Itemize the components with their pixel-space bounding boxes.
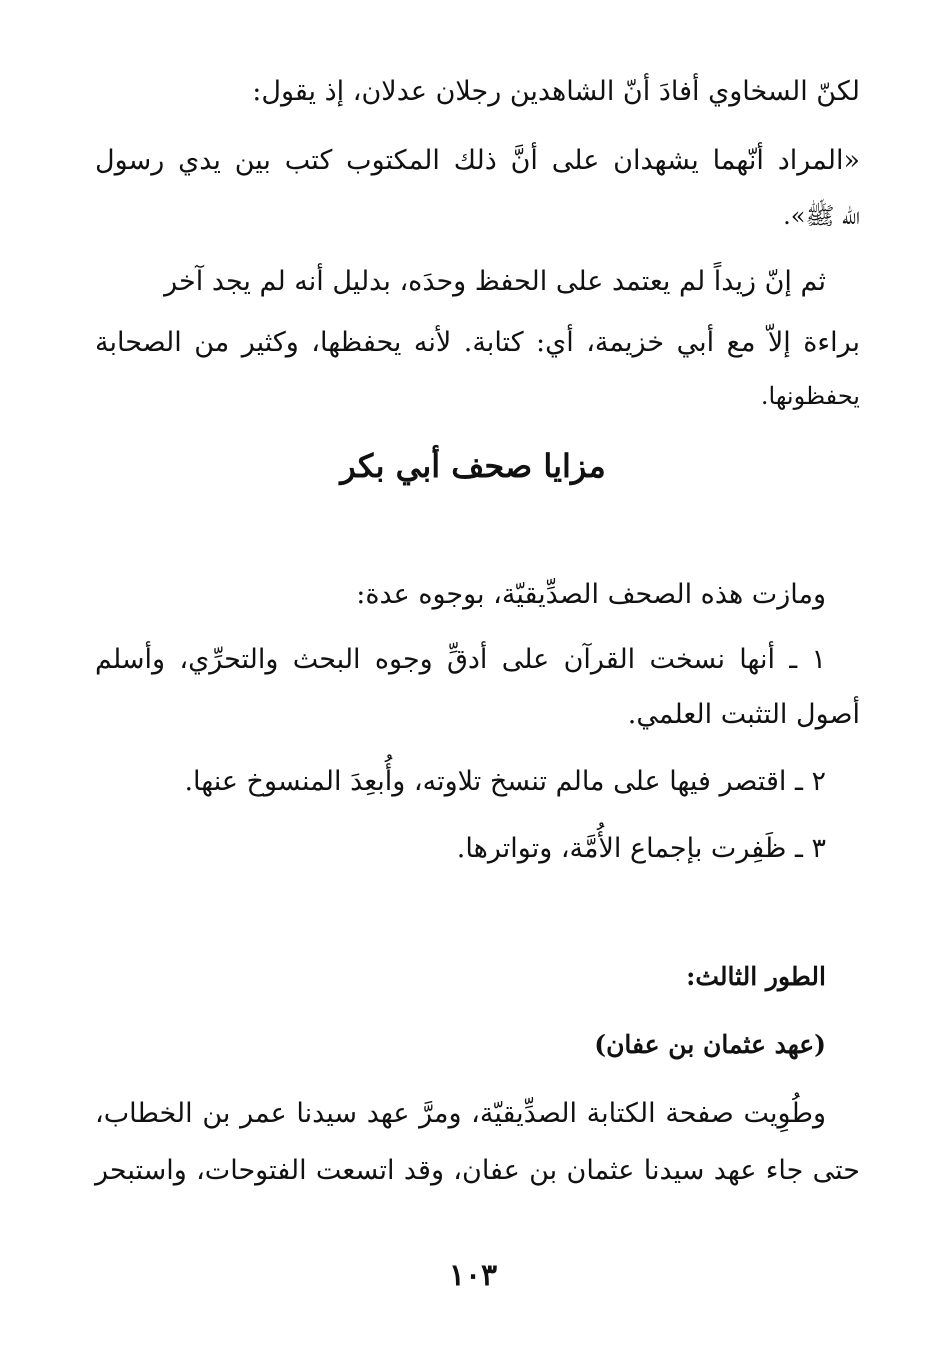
list-item: ٢ ـ اقتصر فيها على مالم تنسخ تلاوته، وأُبعِدَ المنسوخ عنها. [184, 766, 826, 797]
text-line: الله ﷺ». [783, 202, 860, 230]
text-line: ومازت هذه الصحف الصدِّيقيّة، بوجوه عدة: [356, 579, 826, 610]
text-line: ثم إنّ زيداً لم يعتمد على الحفظ وحدَه، بدليل أنه لم يجد آخر [164, 266, 826, 297]
text-line: وطُوِيت صفحة الكتابة الصدِّيقيّة، ومرَّ عهد سيدنا عمر بن الخطاب، [95, 1098, 826, 1129]
list-item: ٣ ـ ظَفِرت بإجماع الأُمَّة، وتواترها. [456, 833, 826, 864]
list-item: ١ ـ أنها نسخت القرآن على أدقِّ وجوه البحث والتحرِّي، وأسلم [95, 644, 826, 675]
text-line: «المراد أنّهما يشهدان على أنَّ ذلك المكتوب كتب بين يدي رسول [95, 145, 860, 176]
section-heading: مزايا صحف أبي بكر [340, 447, 606, 485]
section-subtitle: (عهد عثمان بن عفان) [594, 1030, 826, 1059]
page-number: ١٠٣ [448, 1258, 498, 1293]
text-line: براءة إلاّ مع أبي خزيمة، أي: كتابة. لأنه يحفظها، وكثير من الصحابة [95, 327, 860, 358]
text-line: لكنّ السخاوي أفادَ أنّ الشاهدين رجلان عدلان، إذ يقول: [252, 76, 860, 107]
text-line: أصول التثبت العلمي. [627, 699, 860, 730]
text-line: يحفظونها. [760, 382, 860, 410]
section-title: الطور الثالث: [686, 962, 826, 991]
text-line: حتى جاء عهد سيدنا عثمان بن عفان، وقد اتسعت الفتوحات، واستبحر [95, 1155, 860, 1186]
